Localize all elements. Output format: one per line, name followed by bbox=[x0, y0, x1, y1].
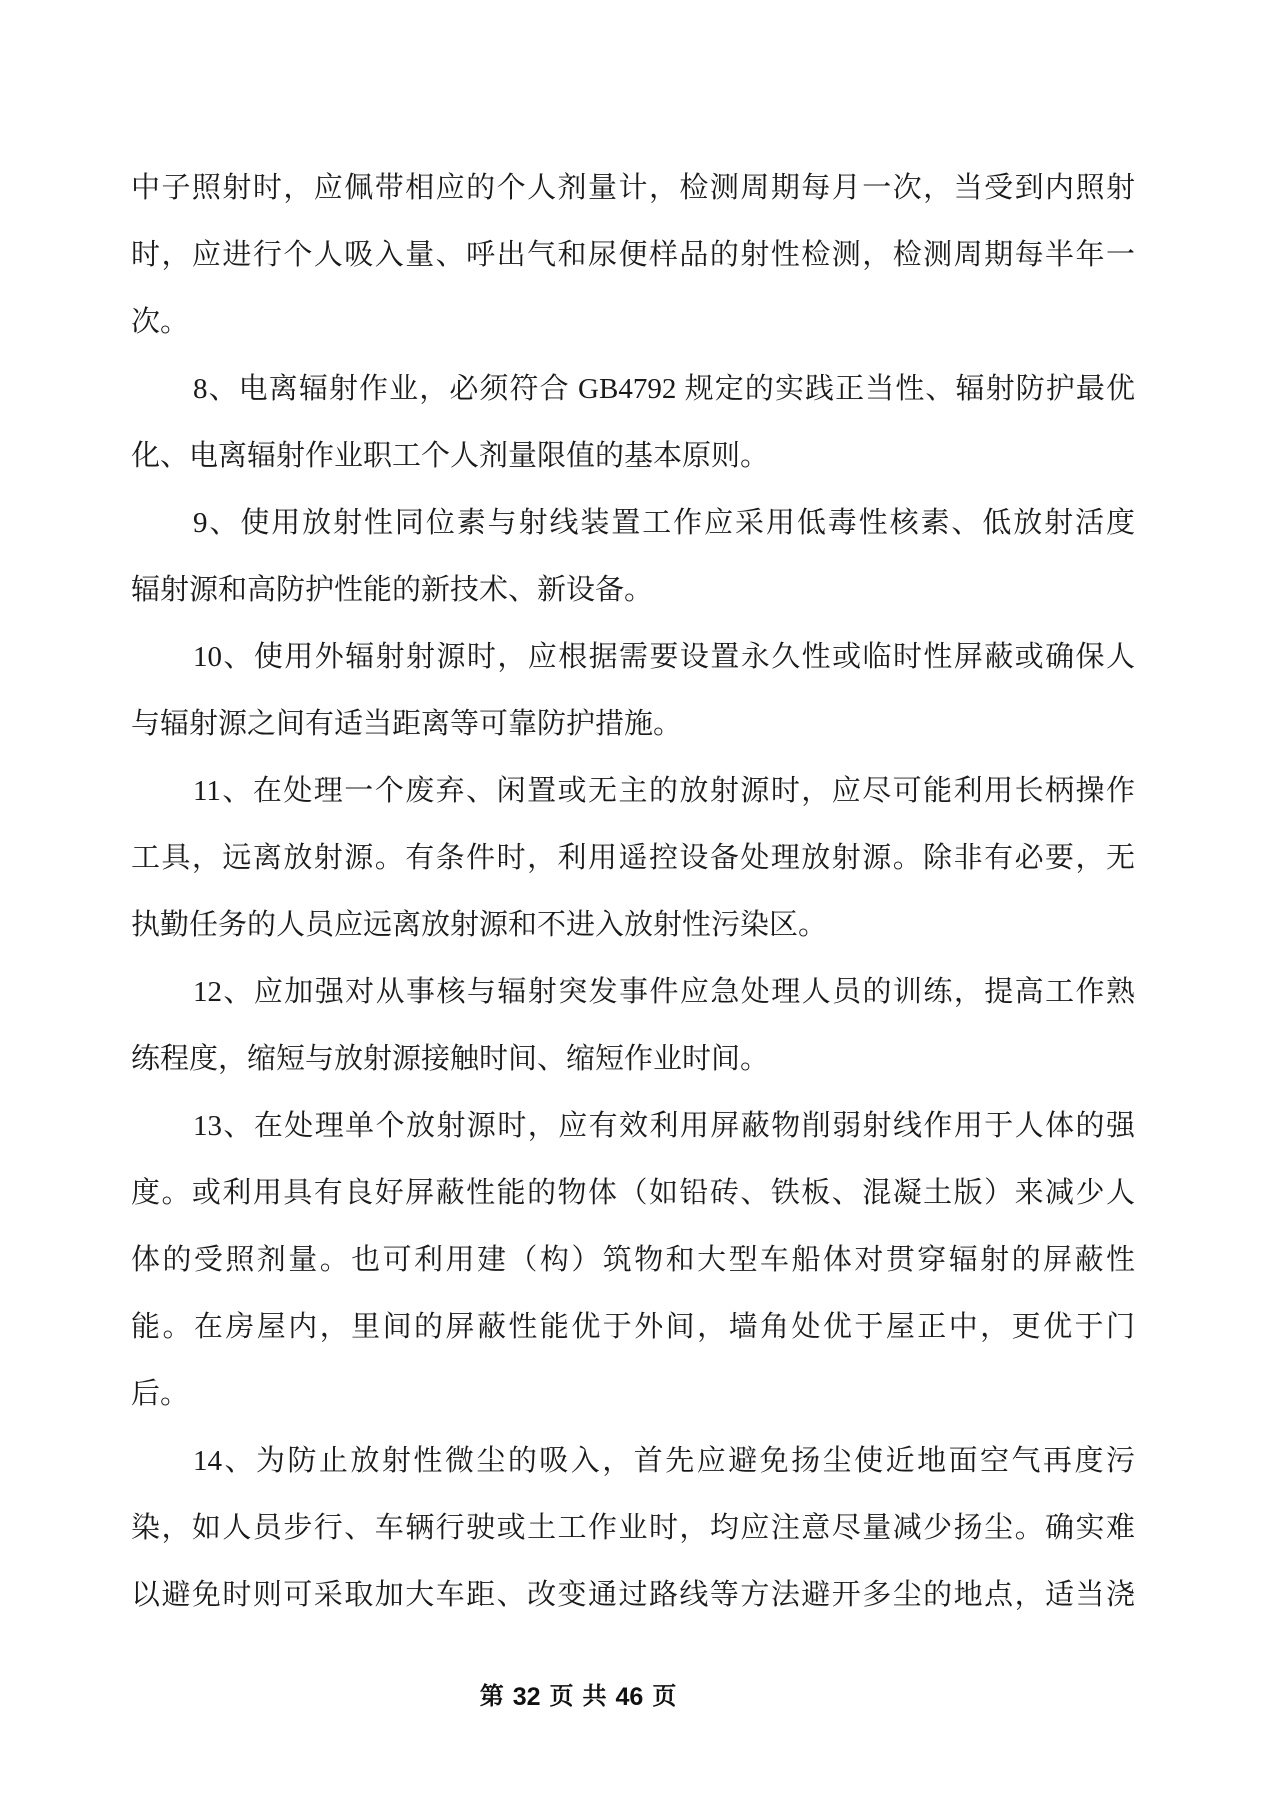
text-line: 以避免时则可采取加大车距、改变通过路线等方法避开多尘的地点，适当浇 bbox=[131, 1579, 1135, 1611]
text-line: 能。在房屋内，里间的屏蔽性能优于外间，墙角处优于屋正中，更优于门 bbox=[131, 1311, 1135, 1343]
footer-label: 第 bbox=[479, 1684, 504, 1710]
text-line: 8、电离辐射作业，必须符合 GB4792 规定的实践正当性、辐射防护最优 bbox=[193, 373, 1135, 405]
text-line: 次。 bbox=[131, 306, 190, 338]
text-line: 14、为防止放射性微尘的吸入，首先应避免扬尘使近地面空气再度污 bbox=[193, 1445, 1135, 1477]
footer-label: 页 bbox=[549, 1684, 574, 1710]
text-line: 与辐射源之间有适当距离等可靠防护措施。 bbox=[131, 708, 683, 740]
footer-label: 页 bbox=[652, 1684, 677, 1710]
text-line: 后。 bbox=[131, 1378, 190, 1410]
text-line: 9、使用放射性同位素与射线装置工作应采用低毒性核素、低放射活度 bbox=[193, 507, 1135, 539]
text-line: 工具，远离放射源。有条件时，利用遥控设备处理放射源。除非有必要，无 bbox=[131, 842, 1135, 874]
text-line: 练程度，缩短与放射源接触时间、缩短作业时间。 bbox=[131, 1043, 770, 1075]
text-line: 时，应进行个人吸入量、呼出气和尿便样品的射性检测，检测周期每半年一 bbox=[131, 239, 1135, 271]
text-line: 染，如人员步行、车辆行驶或土工作业时，均应注意尽量减少扬尘。确实难 bbox=[131, 1512, 1135, 1544]
footer-page-number: 32 bbox=[512, 1683, 541, 1711]
text-line: 执勤任务的人员应远离放射源和不进入放射性污染区。 bbox=[131, 909, 828, 941]
text-line: 10、使用外辐射射源时，应根据需要设置永久性或临时性屏蔽或确保人 bbox=[193, 641, 1135, 673]
page-footer bbox=[480, 1680, 677, 1714]
text-line: 12、应加强对从事核与辐射突发事件应急处理人员的训练，提高工作熟 bbox=[193, 976, 1135, 1008]
text-line: 化、电离辐射作业职工个人剂量限值的基本原则。 bbox=[131, 440, 770, 472]
footer-label: 共 bbox=[582, 1684, 607, 1710]
text-line: 中子照射时，应佩带相应的个人剂量计，检测周期每月一次，当受到内照射 bbox=[131, 172, 1135, 204]
text-line: 度。或利用具有良好屏蔽性能的物体（如铅砖、铁板、混凝土版）来减少人 bbox=[131, 1177, 1135, 1209]
text-line: 13、在处理单个放射源时，应有效利用屏蔽物削弱射线作用于人体的强 bbox=[193, 1110, 1135, 1142]
document-body bbox=[131, 155, 1135, 1629]
footer-page-number: 46 bbox=[615, 1683, 644, 1711]
text-line: 辐射源和高防护性能的新技术、新设备。 bbox=[131, 574, 654, 606]
text-line: 体的受照剂量。也可利用建（构）筑物和大型车船体对贯穿辐射的屏蔽性 bbox=[131, 1244, 1135, 1276]
text-line: 11、在处理一个废弃、闲置或无主的放射源时，应尽可能利用长柄操作 bbox=[193, 775, 1135, 807]
